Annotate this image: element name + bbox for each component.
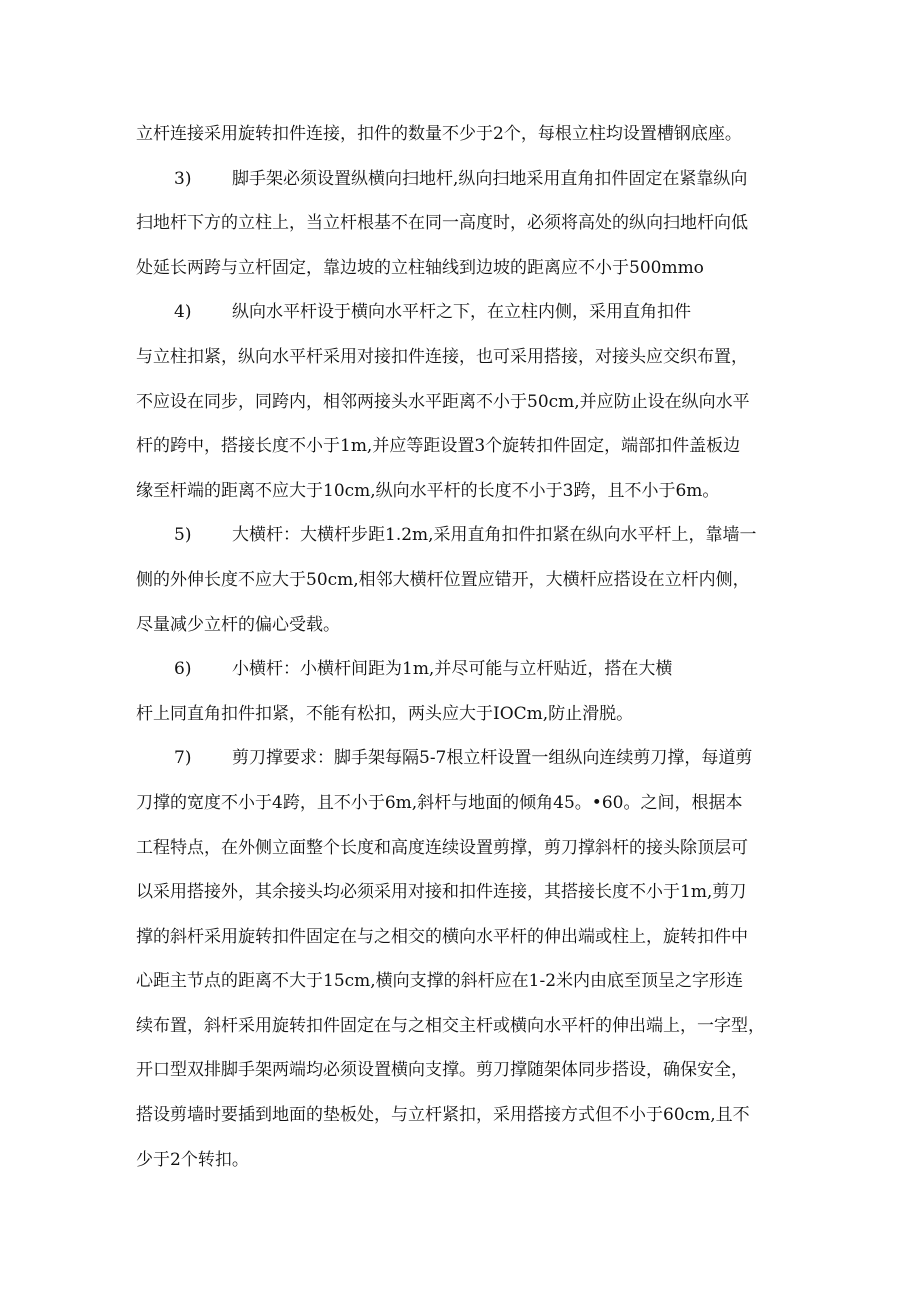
paragraph-line [136, 380, 816, 425]
line-text: 纵向水平杆设于横向水平杆之下，在立柱内侧，采用直角扣件 [232, 302, 691, 323]
paragraph-line [136, 826, 816, 871]
numbered-paragraph-line [136, 157, 816, 202]
paragraph-line [136, 1093, 816, 1138]
line-text: 脚手架必须设置纵横向扫地杆,纵向扫地采用直角扣件固定在紧靠纵向 [232, 168, 748, 189]
line-text: 侧的外伸长度不应大于50cm,相邻大横杆位置应错开，大横杆应搭设在立杆内侧， [136, 569, 750, 590]
line-text: 处延长两跨与立杆固定，靠边坡的立柱轴线到边坡的距离应不小于500mmo [136, 257, 704, 278]
line-text: 小横杆：小横杆间距为1m,并尽可能与立杆贴近，搭在大横 [232, 659, 673, 680]
numbered-paragraph-line [136, 736, 816, 781]
line-text: 刀撑的宽度不小于4跨，且不小于6m,斜杆与地面的倾角45。•60。之间，根据本 [136, 792, 743, 813]
item-number: 5) [174, 525, 192, 546]
paragraph-line [136, 1004, 816, 1049]
numbered-paragraph-line [136, 647, 816, 692]
line-text: 大横杆：大横杆步距1.2m,采用直角扣件扣紧在纵向水平杆上，靠墙一 [232, 525, 757, 546]
line-text: 续布置，斜杆采用旋转扣件固定在与之相交主杆或横向水平杆的伸出端上，一字型， [136, 1015, 765, 1036]
item-number: 7) [174, 748, 192, 769]
paragraph-line [136, 469, 816, 514]
line-text: 以采用搭接外，其余接头均必须采用对接和扣件连接，其搭接长度不小于1m,剪刀 [136, 882, 747, 903]
paragraph-line [136, 112, 816, 157]
line-text: 撑的斜杆采用旋转扣件固定在与之相交的横向水平杆的伸出端或柱上，旋转扣件中 [136, 926, 748, 947]
line-text: 搭设剪墙时要插到地面的垫板处，与立杆紧扣，采用搭接方式但不小于60cm,且不 [136, 1105, 750, 1126]
line-text: 缘至杆端的距离不应大于10cm,纵向水平杆的长度不小于3跨，且不小于6m。 [136, 480, 720, 501]
paragraph-line [136, 1048, 816, 1093]
numbered-paragraph-line [136, 513, 816, 558]
line-text: 与立柱扣紧，纵向水平杆采用对接扣件连接，也可采用搭接，对接头应交织布置， [136, 346, 748, 367]
line-text: 心距主节点的距离不大于15cm,横向支撑的斜杆应在1-2米内由底至顶呈之字形连 [136, 971, 744, 992]
paragraph-line [136, 246, 816, 291]
line-text: 立杆连接采用旋转扣件连接，扣件的数量不少于2个，每根立柱均设置槽钢底座。 [136, 124, 742, 144]
item-number: 6) [174, 659, 192, 680]
paragraph-line [136, 558, 816, 603]
line-text: 杆的跨中，搭接长度不小于1m,并应等距设置3个旋转扣件固定，端部扣件盖板边 [136, 436, 741, 457]
line-text: 工程特点，在外侧立面整个长度和高度连续设置剪撑，剪刀撑斜杆的接头除顶层可 [136, 837, 748, 858]
line-text: 不应设在同步，同跨内，相邻两接头水平距离不小于50cm,并应防止设在纵向水平 [136, 391, 750, 412]
paragraph-line [136, 424, 816, 469]
numbered-paragraph-line [136, 290, 816, 335]
line-text: 尽量减少立杆的偏心受载。 [136, 614, 340, 635]
paragraph-line [136, 915, 816, 960]
paragraph-line [136, 201, 816, 246]
paragraph-line [136, 870, 816, 915]
line-text: 扫地杆下方的立柱上，当立杆根基不在同一高度时，必须将高处的纵向扫地杆向低 [136, 213, 748, 234]
item-number: 3) [174, 168, 192, 189]
paragraph-line [136, 603, 816, 648]
line-text: 杆上同直角扣件扣紧，不能有松扣，两头应大于IOCm,防止滑脱。 [136, 703, 634, 724]
paragraph-line [136, 1138, 816, 1183]
line-text: 少于2个转扣。 [136, 1149, 249, 1170]
paragraph-line [136, 335, 816, 380]
paragraph-line [136, 959, 816, 1004]
item-number: 4) [174, 302, 192, 323]
paragraph-line [136, 692, 816, 737]
line-text: 开口型双排脚手架两端均必须设置横向支撑。剪刀撑随架体同步搭设，确保安全， [136, 1060, 748, 1081]
body-text [136, 112, 816, 1182]
line-text: 剪刀撑要求：脚手架每隔5-7根立杆设置一组纵向连续剪刀撑，每道剪 [232, 748, 753, 769]
paragraph-line [136, 781, 816, 826]
